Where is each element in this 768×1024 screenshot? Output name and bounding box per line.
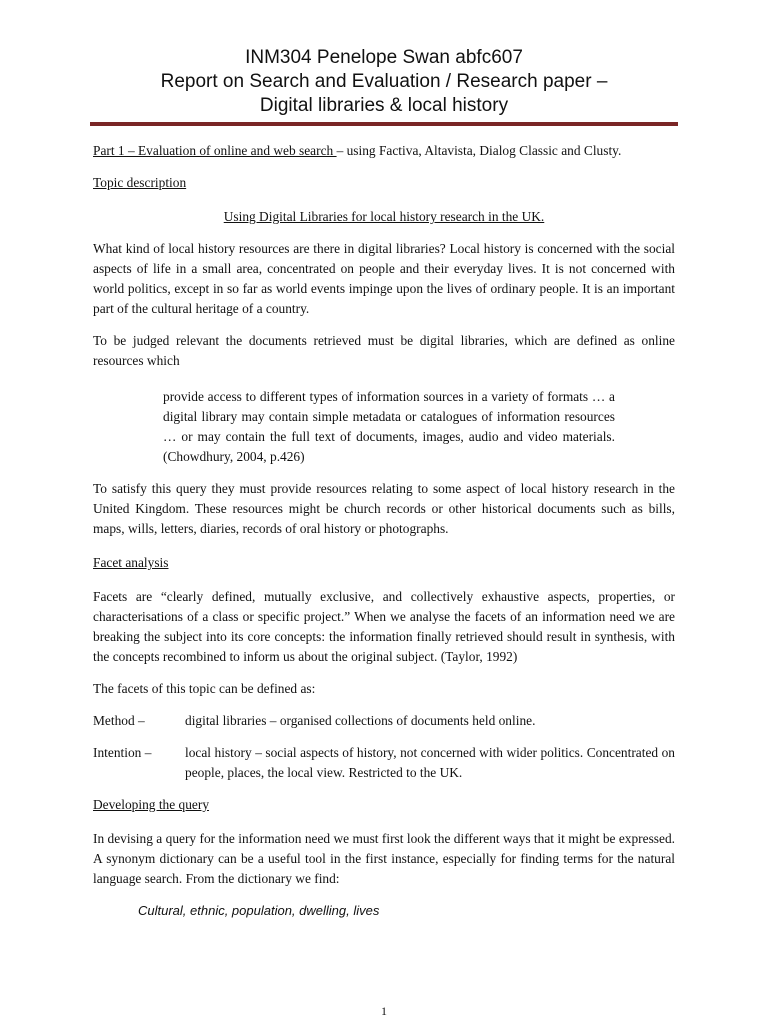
topic-title: Using Digital Libraries for local history research in the UK. bbox=[223, 209, 545, 224]
facet-heading: Facet analysis bbox=[93, 555, 169, 570]
query-heading: Developing the query bbox=[93, 797, 210, 812]
facet-label: Method – bbox=[93, 713, 145, 728]
facet-label: Intention – bbox=[93, 745, 152, 760]
facet-item-method bbox=[93, 711, 675, 731]
facet-paragraph-2: The facets of this topic can be defined as: bbox=[93, 681, 316, 696]
document-body bbox=[93, 141, 675, 921]
topic-paragraph-2: To be judged relevant the documents retrieved must be digital libraries, which are defined as online resources which bbox=[93, 333, 675, 368]
header-divider bbox=[90, 122, 678, 126]
part1-heading: Part 1 – Evaluation of online and web search bbox=[93, 143, 337, 158]
header-line-1: INM304 Penelope Swan abfc607 bbox=[245, 47, 523, 68]
page-number: 1 bbox=[381, 1004, 387, 1018]
topic-heading: Topic description bbox=[93, 175, 187, 190]
header-line-2: Report on Search and Evaluation / Research paper – bbox=[160, 71, 608, 92]
block-quote: provide access to different types of information sources in a variety of formats … a digital library may contain simple metadata or catalogues of information resources … or may contain the full text of documents, images, audio and video materials. (Chowdhury, 2004, p.426) bbox=[163, 389, 615, 464]
query-paragraph-1: In devising a query for the information need we must first look the different ways that it might be expressed. A synonym dictionary can be a useful tool in the first instance, especially for finding terms for the natural language search. From the dictionary we find: bbox=[93, 831, 675, 886]
facet-text: digital libraries – organised collections of documents held online. bbox=[185, 713, 536, 728]
synonym-terms: Cultural, ethnic, population, dwelling, lives bbox=[138, 903, 380, 918]
topic-paragraph-3: To satisfy this query they must provide resources relating to some aspect of local history research in the United Kingdom. These resources might be church records or other historical documents such as bills, maps, wills, letters, diaries, records of oral history or photographs. bbox=[93, 481, 675, 536]
facet-text: local history – social aspects of history, not concerned with wider politics. Concentrated on people, places, the local view. Restricted to the UK. bbox=[185, 745, 675, 780]
header-line-3: Digital libraries & local history bbox=[259, 95, 509, 116]
facet-item-intention bbox=[93, 743, 675, 783]
part1-line bbox=[93, 141, 675, 161]
document-header bbox=[0, 46, 768, 118]
part1-suffix: – using Factiva, Altavista, Dialog Classic and Clusty. bbox=[336, 143, 622, 158]
facet-paragraph-1: Facets are “clearly defined, mutually exclusive, and collectively exhaustive aspects, properties, or characterisations of a class or specific project.” When we analyse the facets of an information need we are breaking the subject into its core concepts: the information finally retrieved should result in synthesis, with the concepts recombined to inform us about the original subject. (Taylor, 1992) bbox=[93, 589, 675, 664]
topic-paragraph-1: What kind of local history resources are there in digital libraries? Local history is concerned with the social aspects of life in a small area, concentrated on people and their everyday lives. It is not concerned with world politics, except in so far as world events impinge upon the lives of ordinary people. It is an important part of the cultural heritage of a country. bbox=[93, 241, 675, 316]
